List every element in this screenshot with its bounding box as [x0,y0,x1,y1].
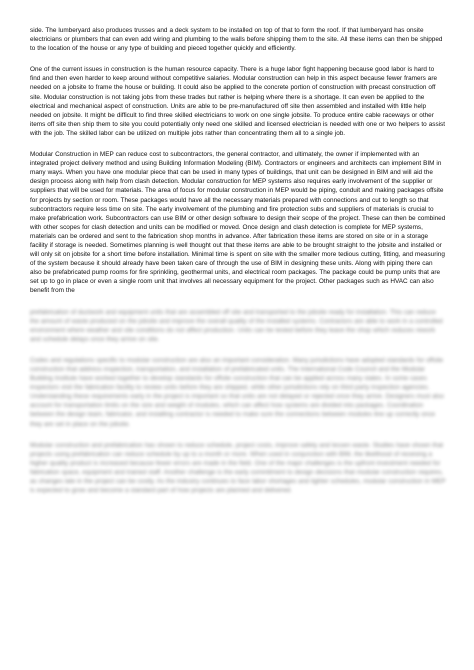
paragraph-2: One of the current issues in construction is the human resource capacity. There is a huge labor fight happening because good labor is hard to find and then even harder to keep around without competitive salaries. Modular construction can help in this aspect because fewer framers are needed on a jobsite to frame the house or building. It could also be applied to the concrete portion of construction with precast construction off site. Modular construction is not taking jobs from these trades but rather is helping where there is a shortage. It can even be applied to the electrical and mechanical aspect of construction. Units are able to be pre-manufactured off site then assembled and installed with little help needed on jobsite. It might be difficult to find three skilled electricians to work on one single jobsite. To produce entire cable raceways or other items off site then ship them to site you could potentially only need one skilled and licensed electrician is needed with one or two helpers to assist with the job. The skilled labor can be utilized on multiple jobs rather than concentrating them all to a single job. [30,66,446,137]
paragraph-1: side. The lumberyard also produces trusses and a deck system to be installed on top of that to form the roof. If that lumberyard has onsite electricians or plumbers that can even add wiring and plumbing to the walls before shipping them to the site. All these items can then be shipped to the location of the house or any type of building and pieced together quickly and efficiently. [30,27,443,53]
paragraph-3: Modular Construction in MEP can reduce cost to subcontractors, the general contractor, and ultimately, the owner if implemented with an integrated project delivery method and using Building Information Modeling (BIM). Contractors or engineers and architects can implement BIM in many ways. When you have one modular piece that can be used in many types of buildings, that unit can be designed in BIM and will aid the design process along with help from clash detection. Modular construction for MEP systems also requires early involvement of the supplier or suppliers that will be used for materials. The area of focus for modular construction in MEP would be piping, conduit and making packages offsite for projects by section or room. These packages would have all the necessary materials prepared with connections and cut to length so that subcontractors require less time on site. The early involvement of the plumbing and fire protection subs and suppliers of materials is crucial to make prefabrication work. Subcontractors can use BIM or other design software to design their scope of the project. These can then be combined with other scopes for clash detection and units can be modified or moved. Once design and clash detection is complete for MEP systems, materials can be ordered and sent to the fabrication shop months in advance. After fabrication these items are stored on site or in a storage facility if storage is needed. Sometimes planning is well thought out that these items are able to be brought straight to the jobsite and installed or will only sit on jobsite for a short time before installation. Minimal time is spent on site with the smaller more tedious cutting, fitting, and measuring of the system because it should already have been taken care of through the use of BIM in designing these units. Along with piping there can also be prefabricated pump rooms for fire sprinkling, geothermal units, and electrical room packages. The package could be pump units that are set up to go in place or even a single room unit that involves all necessary equipment for the project. Other packages such as HVAC can also benefit from the [30,151,446,295]
blurred-paragraph-2: Codes and regulations specific to modular construction are also an important consideration. Many jurisdictions have adopted standards for offsite construction that address inspection, transportation, and installation of prefabricated units. The International Code Council and the Modular Building Institute have worked together to develop standards for offsite construction that can be applied across many states. In some cases inspectors visit the fabrication facility to review units before they are shipped, while other jurisdictions rely on third party inspection agencies. Understanding these requirements early in the project is important so that units are not delayed or rejected once they arrive. Designers must also account for transportation limits on the size and weight of modules, which can affect how systems are divided into packages. Coordination between the design team, fabricator, and installing contractor is needed to make sure the connections between modules line up correctly once they are set in place on the jobsite. [30,356,444,428]
blurred-paragraph-1: prefabrication of ductwork and equipment units that are assembled off site and transported to the jobsite ready for installation. This can reduce the amount of waste produced on the jobsite and improve the overall quality of the installed systems. Contractors are able to work in a controlled environment where weather and site conditions do not affect production. Units can be tested before they leave the shop which reduces rework and schedule delays once they arrive on site. [30,308,443,343]
blurred-paragraph-3: Modular construction and prefabrication has shown to reduce schedule, project costs, improve safety and lessen waste. Studies have shown that projects using prefabrication can reduce schedule by up to a month or more. When used in conjunction with BIM, the likelihood of receiving a higher quality product is increased because fewer errors are made in the field. One of the major challenges is the upfront investment needed for fabrication space, equipment and trained staff. Another challenge is the early commitment to design decisions that modular construction requires, as changes late in the project can be costly. As the industry continues to face labor shortages and tighter schedules, modular construction in MEP is expected to grow and become a standard part of how projects are planned and delivered. [30,441,446,495]
blurred-preview-region [30,308,446,496]
